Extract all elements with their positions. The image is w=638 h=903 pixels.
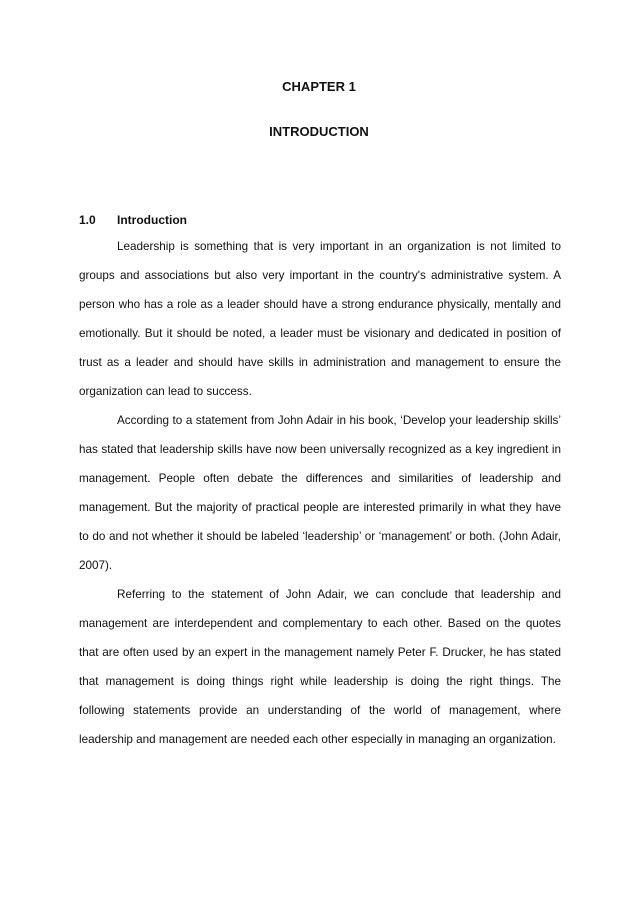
paragraph-line: management. People often debate the differences and similarities of leadership and — [79, 472, 561, 485]
section-number: 1.0 — [79, 213, 96, 227]
paragraph-line: trust as a leader and should have skills in administration and management to ensure the — [79, 356, 561, 369]
paragraph-line: leadership and management are needed each other especially in managing an organization. — [79, 733, 556, 746]
section-heading — [79, 213, 187, 227]
paragraph-3 — [79, 580, 561, 754]
paragraph-line: groups and associations but also very important in the country's administrative system. A — [79, 269, 561, 282]
paragraph-line: that are often used by an expert in the management namely Peter F. Drucker, he has stated — [79, 646, 561, 659]
paragraph-1 — [79, 232, 561, 406]
paragraph-line: Leadership is something that is very important in an organization is not limited to — [117, 240, 561, 253]
paragraph-line: emotionally. But it should be noted, a leader must be visionary and dedicated in position of — [79, 327, 561, 340]
paragraph-line: following statements provide an understanding of the world of management, where — [79, 704, 561, 717]
paragraph-line: Referring to the statement of John Adair, we can conclude that leadership and — [117, 588, 561, 601]
paragraph-line: has stated that leadership skills have now been universally recognized as a key ingredient in — [79, 443, 561, 456]
paragraph-line: management are interdependent and complementary to each other. Based on the quotes — [79, 617, 561, 630]
paragraph-line: management. But the majority of practical people are interested primarily in what they have — [79, 501, 561, 514]
paragraph-line: According to a statement from John Adair in his book, ‘Develop your leadership skills’ — [117, 414, 561, 427]
paragraph-line: to do and not whether it should be labeled ‘leadership’ or ‘management’ or both. (John Adair, — [79, 530, 561, 543]
section-heading-text: Introduction — [117, 213, 187, 227]
chapter-title: INTRODUCTION — [269, 124, 369, 139]
paragraph-line: person who has a role as a leader should have a strong endurance physically, mentally and — [79, 298, 561, 311]
paragraph-line: that management is doing things right while leadership is doing the right things. The — [79, 675, 561, 688]
paragraph-line: organization can lead to success. — [79, 385, 252, 398]
paragraph-2 — [79, 406, 561, 580]
chapter-label: CHAPTER 1 — [282, 79, 356, 94]
paragraph-line: 2007). — [79, 559, 113, 572]
